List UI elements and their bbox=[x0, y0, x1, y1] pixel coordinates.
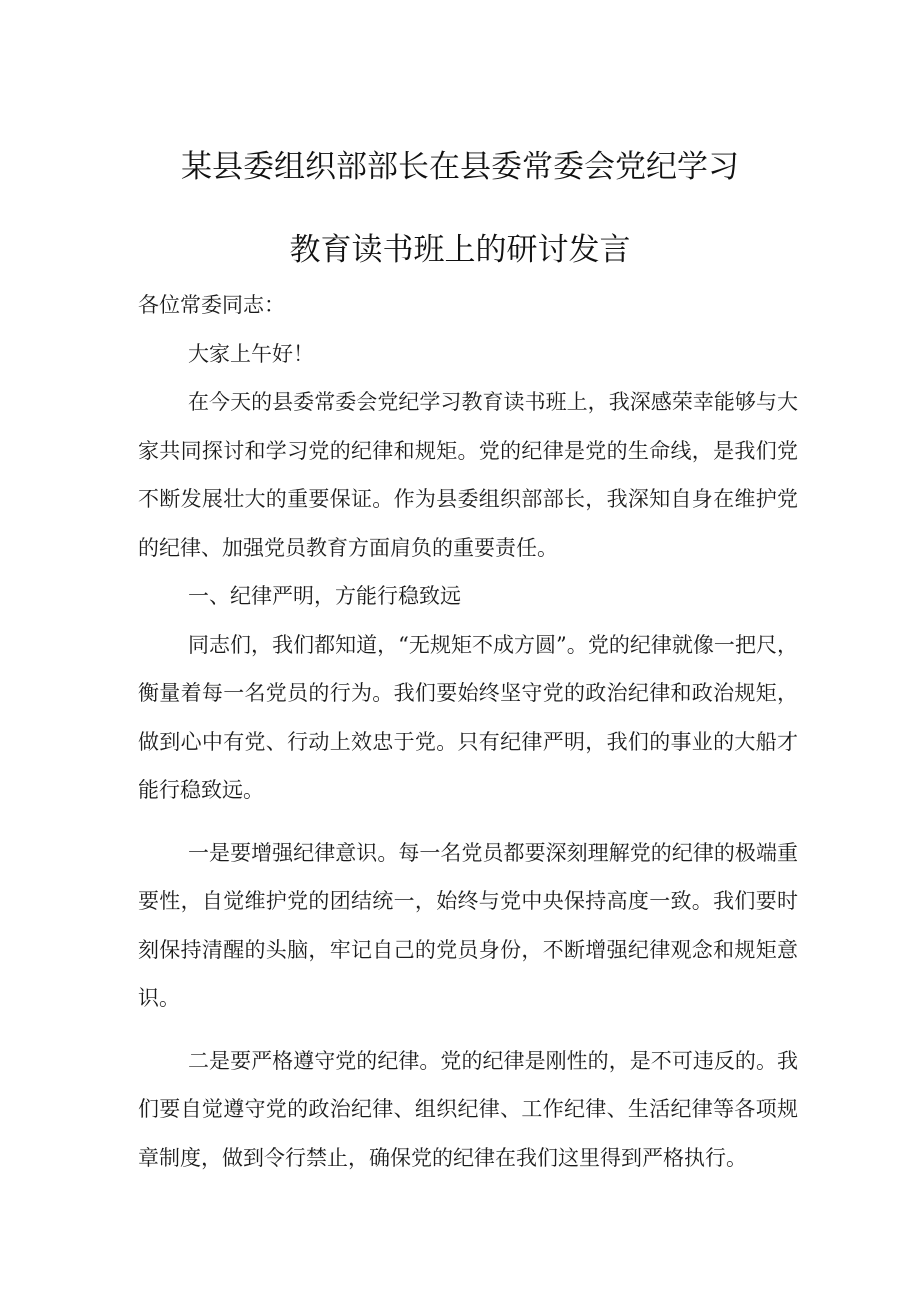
document-title-line-2: 教育读书班上的研讨发言 bbox=[289, 232, 631, 268]
greeting: 大家上午好！ bbox=[188, 341, 314, 366]
salutation: 各位常委同志： bbox=[138, 293, 285, 317]
document-title-line-1: 某县委组织部部长在县委常委会党纪学习 bbox=[181, 149, 739, 185]
paragraph-point-1: 一是要增强纪律意识。每一名党员都要深刻理解党的纪律的极端重要性，自觉维护党的团结统一，始终与党中央保持高度一致。我们要时刻保持清醒的头脑，牢记自己的党员身份，不断增强纪律观念和规矩意识。 bbox=[138, 840, 798, 1010]
paragraph-point-2: 二是要严格遵守党的纪律。党的纪律是刚性的，是不可违反的。我们要自觉遵守党的政治纪律、组织纪律、工作纪律、生活纪律等各项规章制度，做到令行禁止，确保党的纪律在我们这里得到严格执行。 bbox=[138, 1048, 798, 1170]
paragraph-spacer bbox=[138, 815, 798, 829]
paragraph-discipline: 同志们，我们都知道，“无规矩不成方圆”。党的纪律就像一把尺，衡量着每一名党员的行为。我们要始终坚守党的政治纪律和政治规矩，做到心中有党、行动上效忠于党。只有纪律严明，我们的事业的大船才能行稳致远。 bbox=[138, 632, 798, 802]
document-body bbox=[138, 281, 798, 1182]
section-heading-1: 一、纪律严明，方能行稳致远 bbox=[188, 584, 461, 608]
paragraph-intro: 在今天的县委常委会党纪学习教育读书班上，我深感荣幸能够与大家共同探讨和学习党的纪律和规矩。党的纪律是党的生命线，是我们党不断发展壮大的重要保证。作为县委组织部部长，我深知自身在维护党的纪律、加强党员教育方面肩负的重要责任。 bbox=[138, 390, 798, 560]
paragraph-spacer bbox=[138, 1023, 798, 1037]
